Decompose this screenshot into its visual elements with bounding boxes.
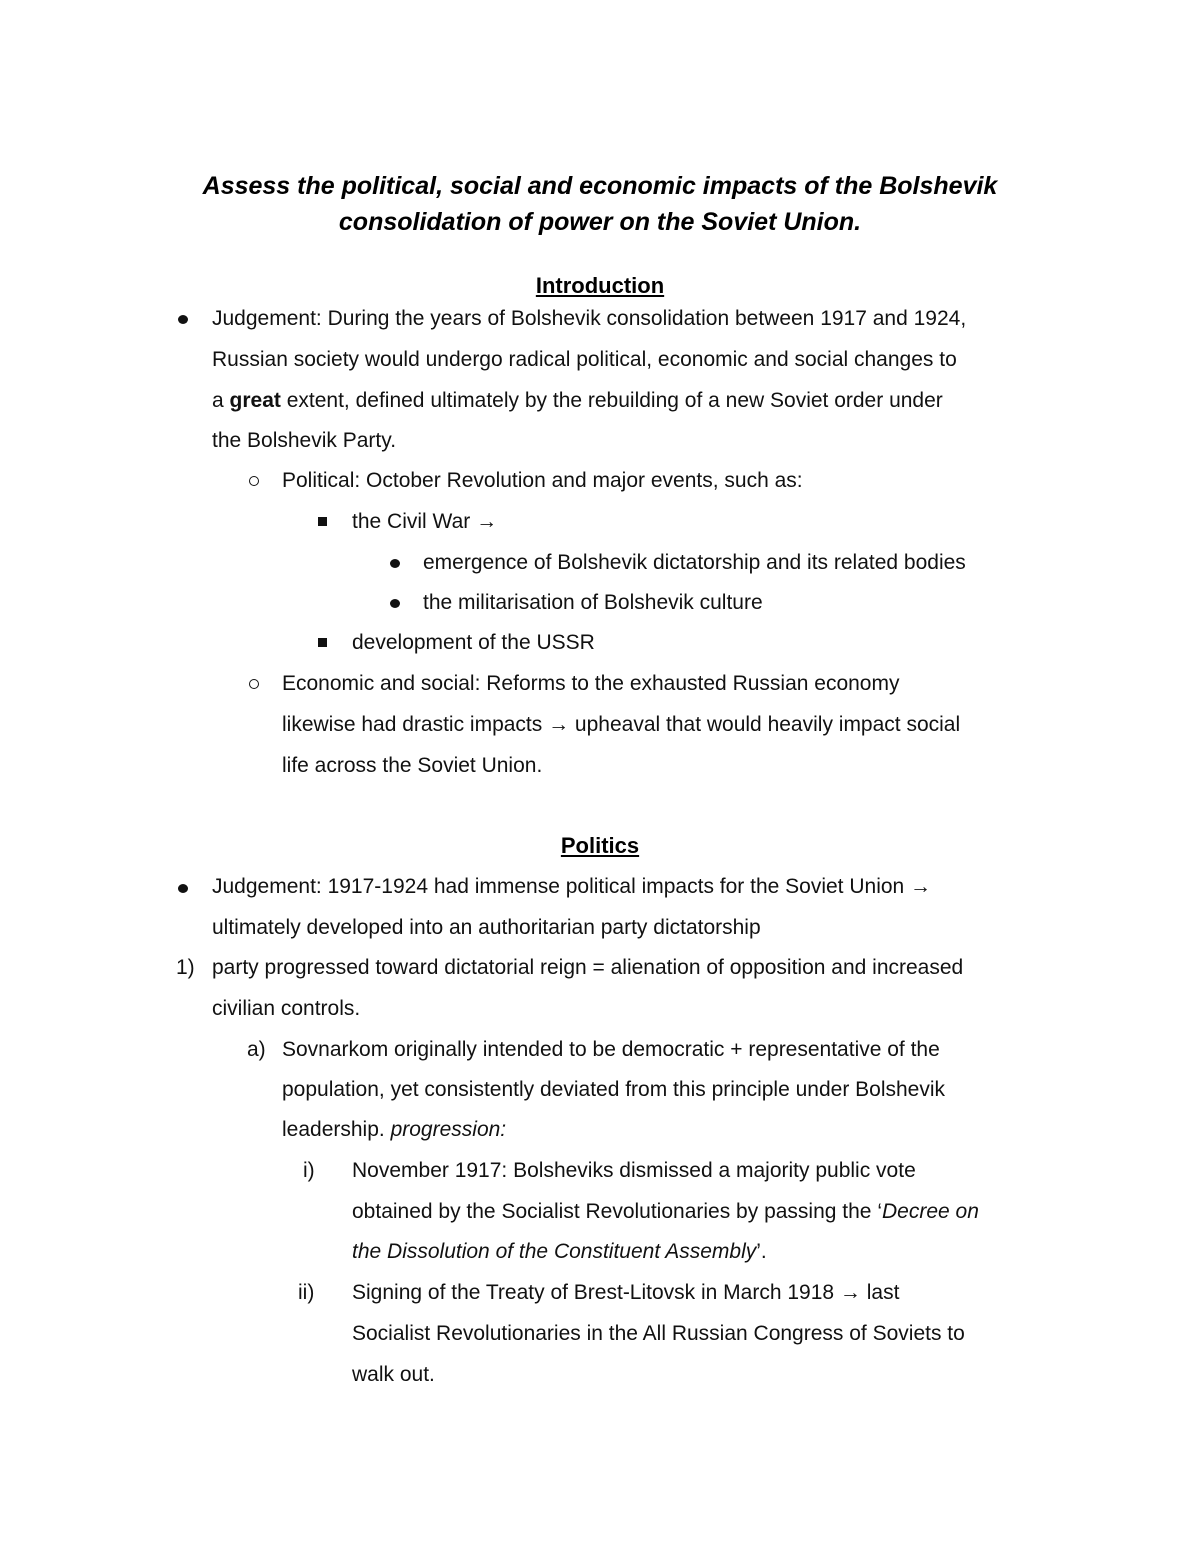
politics-point-i-line-3	[352, 1237, 767, 1267]
intro-economic-line-2: likewise had drastic impacts → upheaval that would heavily impact social	[282, 713, 961, 736]
intro-emergence: emergence of Bolshevik dictatorship and its related bodies	[423, 551, 966, 574]
bullet-square-icon	[318, 638, 327, 647]
intro-judgement-line-2: Russian society would undergo radical political, economic and social changes to	[212, 348, 957, 371]
politics-text-segment: ’.	[756, 1240, 767, 1263]
intro-judgement-line-4: the Bolshevik Party.	[212, 429, 397, 452]
title-line-2: consolidation of power on the Soviet Union.	[338, 208, 862, 236]
bullet-dot-icon	[390, 599, 400, 608]
document-title	[100, 168, 1100, 240]
politics-italic-progression: progression:	[390, 1118, 507, 1141]
politics-judgement-line-1: Judgement: 1917-1924 had immense political impacts for the Soviet Union →	[212, 875, 932, 898]
title-line-1: Assess the political, social and economic impacts of the Bolshevik	[202, 172, 998, 200]
intro-judgement-line-3	[212, 386, 943, 416]
politics-point-a-line-2: population, yet consistently deviated from this principle under Bolshevik	[282, 1078, 946, 1101]
bullet-square-icon	[318, 517, 327, 526]
intro-text-segment: extent, defined ultimately by the rebuilding of a new Soviet order under	[280, 389, 943, 412]
politics-point1-line-2: civilian controls.	[212, 997, 361, 1020]
list-marker-i: i)	[303, 1159, 315, 1182]
list-marker-ii: ii)	[298, 1281, 315, 1304]
politics-italic-decree: Decree on	[881, 1200, 979, 1223]
intro-economic-line-1: Economic and social: Reforms to the exhausted Russian economy	[282, 672, 900, 695]
intro-civil-war: the Civil War →	[352, 510, 498, 533]
bullet-ring-icon	[249, 679, 259, 689]
politics-point-ii-line-2: Socialist Revolutionaries in the All Russian Congress of Soviets to	[352, 1322, 965, 1345]
list-marker-a: a)	[247, 1038, 266, 1061]
introduction-heading: Introduction	[535, 273, 665, 298]
intro-ussr: development of the USSR	[352, 631, 595, 654]
bullet-dot-icon	[178, 884, 188, 893]
intro-bold-great: great	[229, 389, 281, 412]
politics-point-i-line-1: November 1917: Bolsheviks dismissed a majority public vote	[352, 1159, 916, 1182]
bullet-ring-icon	[249, 476, 259, 486]
politics-point-i-line-2	[352, 1197, 979, 1227]
politics-point-a-line-3	[282, 1115, 506, 1145]
politics-point-ii-line-1: Signing of the Treaty of Brest-Litovsk in March 1918 → last	[352, 1281, 900, 1304]
bullet-dot-icon	[390, 559, 400, 568]
intro-judgement-line-1: Judgement: During the years of Bolshevik consolidation between 1917 and 1924,	[212, 307, 967, 330]
politics-point1-line-1: party progressed toward dictatorial reign = alienation of opposition and increased	[212, 956, 964, 979]
intro-militarisation: the militarisation of Bolshevik culture	[423, 591, 763, 614]
politics-judgement-line-2: ultimately developed into an authoritarian party dictatorship	[212, 916, 761, 939]
intro-political: Political: October Revolution and major events, such as:	[282, 469, 803, 492]
list-marker-1: 1)	[176, 956, 195, 979]
intro-text-segment: a	[212, 389, 230, 412]
politics-point-ii-line-3: walk out.	[352, 1363, 435, 1386]
politics-text-segment: leadership.	[282, 1118, 391, 1141]
politics-text-segment: obtained by the Socialist Revolutionaries by passing the ‘	[352, 1200, 882, 1223]
bullet-dot-icon	[178, 315, 188, 324]
politics-point-a-line-1: Sovnarkom originally intended to be democratic + representative of the	[282, 1038, 940, 1061]
politics-heading: Politics	[560, 833, 640, 858]
intro-economic-line-3: life across the Soviet Union.	[282, 754, 543, 777]
politics-italic-dissolution: the Dissolution of the Constituent Assembly	[352, 1240, 757, 1263]
